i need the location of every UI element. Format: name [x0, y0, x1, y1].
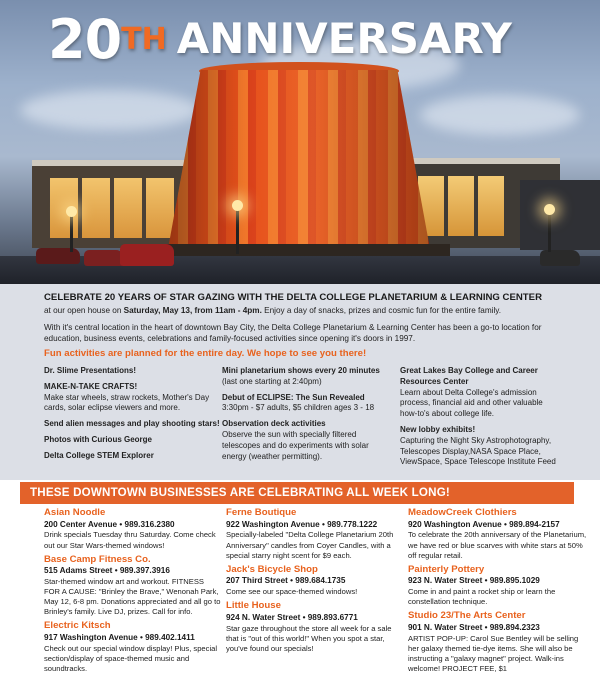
hero-word: ANNIVERSARY [176, 14, 512, 63]
business-name: Asian Noodle [44, 507, 106, 518]
building-dark [520, 180, 600, 250]
event-description: With it's central location in the heart of downtown Bay City, the Delta College Planetarium & Learning Center has been a go-to location for education, business events, celebrations and family-focused activities since opening it's doors in 1997. [44, 323, 542, 344]
activity-item [222, 366, 390, 388]
business-name: Painterly Pottery [408, 563, 485, 575]
activity-body: Capturing the Night Sky Astrophotography, Telescopes Display,NASA Space Place, ViewSpace, Space Telescope Institute Feed [400, 435, 556, 467]
car [120, 244, 174, 266]
business-name: MeadowCreek Clothiers [408, 507, 517, 518]
business-listing [44, 554, 222, 618]
business-address: 515 Adams Street • 989.397.3916 [44, 566, 170, 576]
hero-photo [0, 0, 600, 284]
business-name: Ferne Boutique [226, 507, 297, 518]
business-address: 924 N. Water Street • 989.893.6771 [226, 612, 358, 622]
activity-note: (last one starting at 2:40pm) [222, 376, 322, 386]
business-description: Come see our space-themed windows! [226, 587, 358, 597]
businesses-col-3 [408, 504, 590, 677]
business-listing [44, 507, 222, 551]
activity-title: Delta College STEM Explorer [44, 450, 154, 460]
intro-date: Saturday, May 13, from 11am - 4pm. [123, 305, 262, 315]
activity-title: Great Lakes Bay College and Career Resources Center [400, 366, 538, 386]
activity-item [222, 419, 390, 462]
hero-superscript: TH [121, 22, 167, 57]
activity-item [44, 451, 220, 462]
street-lamp [236, 206, 239, 254]
business-address: 207 Third Street • 989.684.1735 [226, 576, 346, 586]
intro-text: at our open house on [44, 305, 124, 315]
business-listing [408, 507, 590, 561]
businesses-col-1 [44, 504, 222, 677]
fun-activities-line: Fun activities are planned for the entire day. We hope to see you there! [44, 348, 367, 360]
business-listing [226, 600, 404, 654]
activities-col-3 [390, 366, 556, 473]
business-name: Jack's Bicycle Shop [226, 563, 318, 575]
business-name: Studio 23/The Arts Center [408, 610, 526, 622]
business-name: Little House [226, 600, 281, 612]
business-listing [408, 610, 590, 674]
activity-body: 3:30pm - $7 adults, $5 children ages 3 - 18 [222, 403, 375, 413]
business-address: 200 Center Avenue • 989.316.2380 [44, 519, 175, 529]
activity-item [44, 382, 220, 414]
business-address: 920 Washington Avenue • 989.894-2157 [408, 519, 560, 529]
activity-body: Learn about Delta College's admission process, financial aid and other valuable how-to's about college life. [400, 387, 543, 419]
activities-col-1 [44, 366, 220, 473]
event-intro [44, 305, 556, 316]
event-section [0, 284, 600, 480]
business-name: Base Camp Fitness Co. [44, 553, 151, 565]
business-description: ARTIST POP-UP: Carol Sue Bentley will be selling her galaxy themed tie-dye items. She will also be instructing a "galaxy magnet" project. Walk-ins welcome! PROJECT FEE, $1 [408, 633, 579, 673]
hero-title [48, 8, 512, 72]
street-lamp [70, 212, 73, 252]
activity-body: Make star wheels, straw rockets, Mother's Day cards, solar eclipse viewers and more. [44, 392, 210, 413]
activity-item [44, 419, 220, 430]
business-name: Electric Kitsch [44, 620, 111, 632]
hero-number: 20 [48, 8, 122, 71]
cloud [420, 95, 580, 135]
business-listing [226, 564, 404, 598]
activity-item [400, 425, 556, 468]
business-description: Specially-labeled "Delta College Planetarium 20th Anniversary" candles from Coyer Candles, with a special starry night scent for $9 each. [226, 530, 394, 560]
business-description: Come in and paint a rocket ship or learn the constellation technique. [408, 587, 556, 607]
activity-title: New lobby exhibits! [400, 425, 476, 435]
activity-title: Send alien messages and play shooting stars! [44, 419, 220, 429]
business-listing [408, 564, 590, 608]
business-description: Star-themed window art and workout. FITNESS FOR A CAUSE: "Brinley the Brave," Wenonah Park, May 12, 6-8 pm. Donations appreciated and all go to Brinley's family. Live DJ, prizes. Call for info. [44, 577, 221, 617]
event-headline: CELEBRATE 20 YEARS OF STAR GAZING WITH THE DELTA COLLEGE PLANETARIUM & LEARNING CENTER [44, 292, 542, 303]
car [36, 248, 80, 264]
business-address: 923 N. Water Street • 989.895.1029 [408, 576, 540, 586]
businesses-section [0, 504, 600, 688]
business-description: Star gaze throughout the store all week for a sale that is "out of this world!" When you spot a star, you've found our specials! [226, 623, 392, 653]
car [540, 250, 580, 266]
activity-item [44, 366, 220, 377]
activity-item [222, 393, 390, 415]
business-address: 901 N. Water Street • 989.894.2323 [408, 622, 540, 632]
activities-columns [44, 366, 556, 473]
business-address: 917 Washington Avenue • 989.402.1411 [44, 632, 195, 642]
business-address: 922 Washington Avenue • 989.778.1222 [226, 519, 378, 529]
activity-item [400, 366, 556, 420]
dome-shading [166, 70, 432, 260]
activities-col-2 [220, 366, 390, 473]
business-description: To celebrate the 20th anniversary of the Planetarium, we have red or blue scarves with white stars at 50% off regular retail. [408, 530, 587, 560]
business-listing [44, 620, 222, 674]
car [84, 250, 124, 266]
cloud [20, 90, 200, 130]
activity-title: Debut of ECLIPSE: The Sun Revealed [222, 392, 365, 402]
business-description: Drink specials Tuesday thru Saturday. Come check out our Star Wars-themed windows! [44, 530, 216, 550]
business-description: Check out our special window display! Plus, special section/display of space-themed music and soundtracks. [44, 643, 218, 673]
intro-text-end: Enjoy a day of snacks, prizes and cosmic fun for the entire family. [261, 305, 502, 315]
activity-title: MAKE-N-TAKE CRAFTS! [44, 381, 138, 391]
activity-title: Observation deck activities [222, 419, 326, 429]
activity-title: Photos with Curious George [44, 435, 153, 445]
activity-item [44, 435, 220, 446]
activity-title: Dr. Slime Presentations! [44, 366, 137, 376]
business-listing [226, 507, 404, 561]
activity-body: Observe the sun with specially filtered telescopes and do experiments with solar energy (weather permitting). [222, 430, 369, 461]
businesses-banner: THESE DOWNTOWN BUSINESSES ARE CELEBRATING ALL WEEK LONG! [20, 482, 574, 504]
street-lamp [548, 210, 551, 252]
activity-title: Mini planetarium shows every 20 minutes [222, 366, 380, 376]
businesses-col-2 [226, 504, 404, 657]
